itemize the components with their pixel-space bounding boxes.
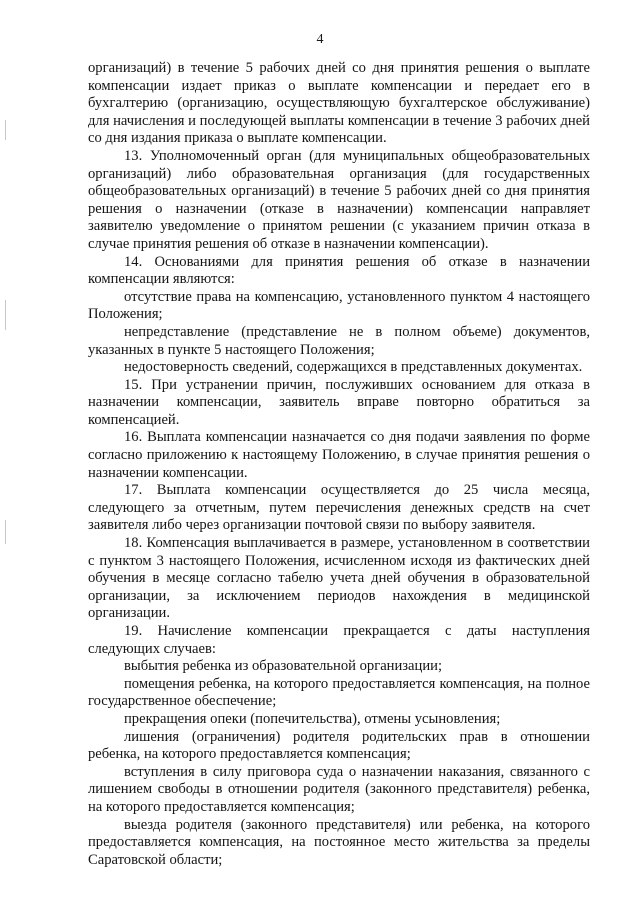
- paragraph: 18. Компенсация выплачивается в размере, установленном в соответствии с пунктом 3 настоящего Положения, исчисленном исходя из фактических дней обучения в месяце согласно табелю учета дней обучения в образовательной организации, за исключением периодов нахождения в медицинской организации.: [88, 535, 590, 622]
- paragraph: непредставление (представление не в полном объеме) документов, указанных в пункте 5 настоящего Положения;: [88, 323, 590, 358]
- paragraph: недостоверность сведений, содержащихся в представленных документах.: [124, 359, 583, 376]
- paragraph: вступления в силу приговора суда о назначении наказания, связанного с лишением свободы в отношении родителя (законного представителя) ребенка, на которого предоставляется компенсация;: [88, 763, 590, 815]
- paragraph: помещения ребенка, на которого предоставляется компенсация, на полное государственное обеспечение;: [88, 675, 590, 710]
- paragraph: выезда родителя (законного представителя) или ребенка, на которого предоставляется компенсация, на постоянное место жительства за пределы Саратовской области;: [88, 816, 590, 868]
- paragraph: прекращения опеки (попечительства), отмены усыновления;: [124, 710, 501, 727]
- scan-edge-mark: [5, 520, 6, 544]
- paragraph: отсутствие права на компенсацию, установленного пунктом 4 настоящего Положения;: [88, 288, 590, 323]
- document-body: [88, 60, 590, 869]
- paragraph: 16. Выплата компенсации назначается со дня подачи заявления по форме согласно приложению к настоящему Положению, в случае принятия решения о назначении компенсации.: [88, 429, 590, 481]
- scan-edge-mark: [5, 300, 6, 330]
- paragraph: 17. Выплата компенсации осуществляется до 25 числа месяца, следующего за отчетным, путем перечисления денежных средств на счет заявителя либо через организации почтовой связи по выбору заявителя.: [88, 482, 590, 534]
- paragraph: 19. Начисление компенсации прекращается с даты наступления следующих случаев:: [88, 623, 590, 657]
- paragraph: 14. Основаниями для принятия решения об отказе в назначении компенсации являются:: [88, 253, 590, 288]
- scan-edge-mark: [5, 120, 6, 140]
- paragraph: 15. При устранении причин, послуживших основанием для отказа в назначении компенсации, заявитель вправе повторно обратиться за компенсацией.: [88, 376, 590, 428]
- paragraph: выбытия ребенка из образовательной организации;: [124, 658, 443, 675]
- paragraph: 13. Уполномоченный орган (для муниципальных общеобразовательных организаций) либо образовательная организация (для государственных общеобразовательных организаций) в течение 5 рабочих дней со дня принятия решения о назначении (отказе в назначении) компенсации направляет заявителю уведомление о принятом решении (с указанием причин отказа в случае принятия решения об отказе в назначении компенсации).: [88, 147, 590, 252]
- paragraph: организаций) в течение 5 рабочих дней со дня принятия решения о выплате компенсации издает приказ о выплате компенсации и передает его в бухгалтерию (организацию, осуществляющую бухгалтерское обслуживание) для начисления и последующей выплаты компенсации в течение 3 рабочих дней со дня издания приказа о выплате компенсации.: [88, 60, 590, 147]
- paragraph: лишения (ограничения) родителя родительских прав в отношении ребенка, на которого предоставляется компенсация;: [88, 728, 590, 763]
- page-number: 4: [316, 32, 324, 47]
